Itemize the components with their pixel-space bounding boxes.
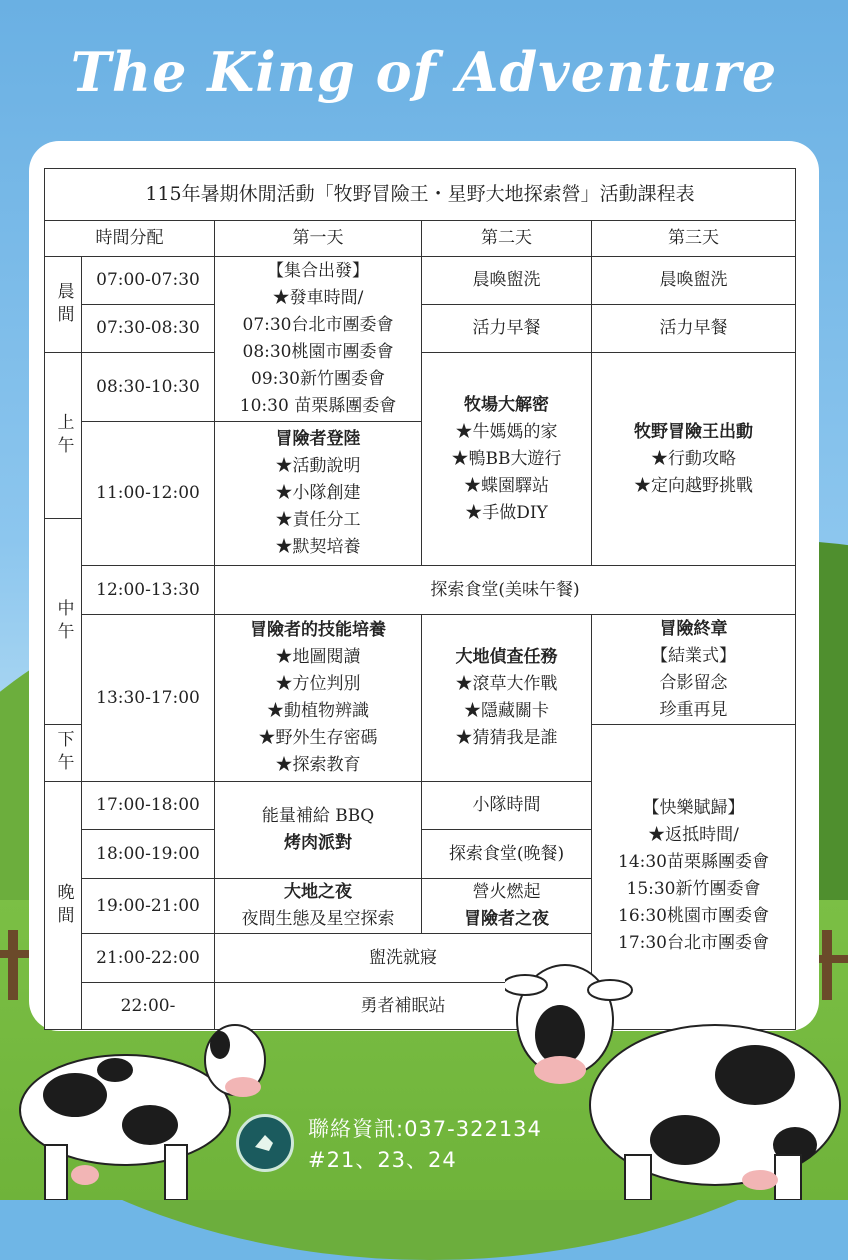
cow-left-illustration — [15, 1015, 275, 1200]
day2-team-time: 小隊時間 — [421, 781, 592, 830]
brand-logo — [236, 1114, 294, 1172]
day3-king: 牧野冒險王出動 ★行動攻略 ★定向越野挑戰 — [591, 352, 796, 566]
day2-ranch: 牧場大解密 ★牛媽媽的家 ★鴨BB大遊行 ★蝶園驛站 ★手做DIY — [421, 352, 592, 566]
day1-landing: 冒險者登陸 ★活動說明 ★小隊創建 ★責任分工 ★默契培養 — [214, 421, 422, 566]
period-forenoon: 上午 — [44, 352, 82, 519]
time-slot: 19:00-21:00 — [81, 878, 215, 934]
time-slot: 22:00- — [81, 982, 215, 1030]
period-afternoon: 下午 — [44, 724, 82, 782]
time-slot: 17:00-18:00 — [81, 781, 215, 830]
day2-dinner: 探索食堂(晚餐) — [421, 829, 592, 879]
day1-bbq: 能量補給 BBQ 烤肉派對 — [214, 781, 422, 879]
header-day2: 第二天 — [421, 220, 592, 257]
header-day1: 第一天 — [214, 220, 422, 257]
day3-finale: 冒險終章 【結業式】 合影留念 珍重再見 — [591, 614, 796, 725]
day2-detective: 大地偵查任務 ★滾草大作戰 ★隱藏關卡 ★猜猜我是誰 — [421, 614, 592, 782]
time-slot: 12:00-13:30 — [81, 565, 215, 615]
contact-info — [308, 1114, 542, 1176]
headline: The King of Adventure — [70, 40, 778, 104]
day3-return: 【快樂賦歸】 ★返抵時間/ 14:30苗栗縣團委會 15:30新竹團委會 16:30桃園市團委會 17:30台北市團委會 — [591, 724, 796, 1030]
period-noon: 中午 — [44, 518, 82, 725]
contact-phone: 聯絡資訊:037-322134 — [308, 1117, 542, 1141]
lunch-row: 探索食堂(美味午餐) — [214, 565, 796, 615]
day3-breakfast: 活力早餐 — [591, 304, 796, 353]
header-time: 時間分配 — [44, 220, 215, 257]
time-slot: 21:00-22:00 — [81, 933, 215, 983]
time-slot: 08:30-10:30 — [81, 352, 215, 422]
period-evening: 晚間 — [44, 781, 82, 1030]
time-slot: 18:00-19:00 — [81, 829, 215, 879]
bedtime-row: 盥洗就寢 — [214, 933, 592, 983]
period-morning: 晨間 — [44, 256, 82, 353]
day1-departure: 【集合出發】 ★發車時間/ 07:30台北市團委會 08:30桃園市團委會 09:30新竹團委會 10:30 苗栗縣團委會 — [214, 256, 422, 422]
day1-night: 大地之夜 夜間生態及星空探索 — [214, 878, 422, 934]
fence-post-left — [8, 930, 18, 1000]
rest-row: 勇者補眠站 — [214, 982, 592, 1030]
day3-wash: 晨喚盥洗 — [591, 256, 796, 305]
time-slot: 07:00-07:30 — [81, 256, 215, 305]
contact-extension: #21、23、24 — [308, 1148, 457, 1172]
day2-wash: 晨喚盥洗 — [421, 256, 592, 305]
day1-skills: 冒險者的技能培養 ★地圖閱讀 ★方位判別 ★動植物辨識 ★野外生存密碼 ★探索教育 — [214, 614, 422, 782]
time-slot: 07:30-08:30 — [81, 304, 215, 353]
day2-breakfast: 活力早餐 — [421, 304, 592, 353]
time-slot: 13:30-17:00 — [81, 614, 215, 782]
schedule-title: 115年暑期休閒活動「牧野冒險王・星野大地探索營」活動課程表 — [44, 168, 796, 221]
time-slot: 11:00-12:00 — [81, 421, 215, 566]
cow-right-illustration — [505, 955, 845, 1200]
header-day3: 第三天 — [591, 220, 796, 257]
day2-night: 營火燃起 冒險者之夜 — [421, 878, 592, 934]
schedule-table — [44, 168, 796, 1030]
